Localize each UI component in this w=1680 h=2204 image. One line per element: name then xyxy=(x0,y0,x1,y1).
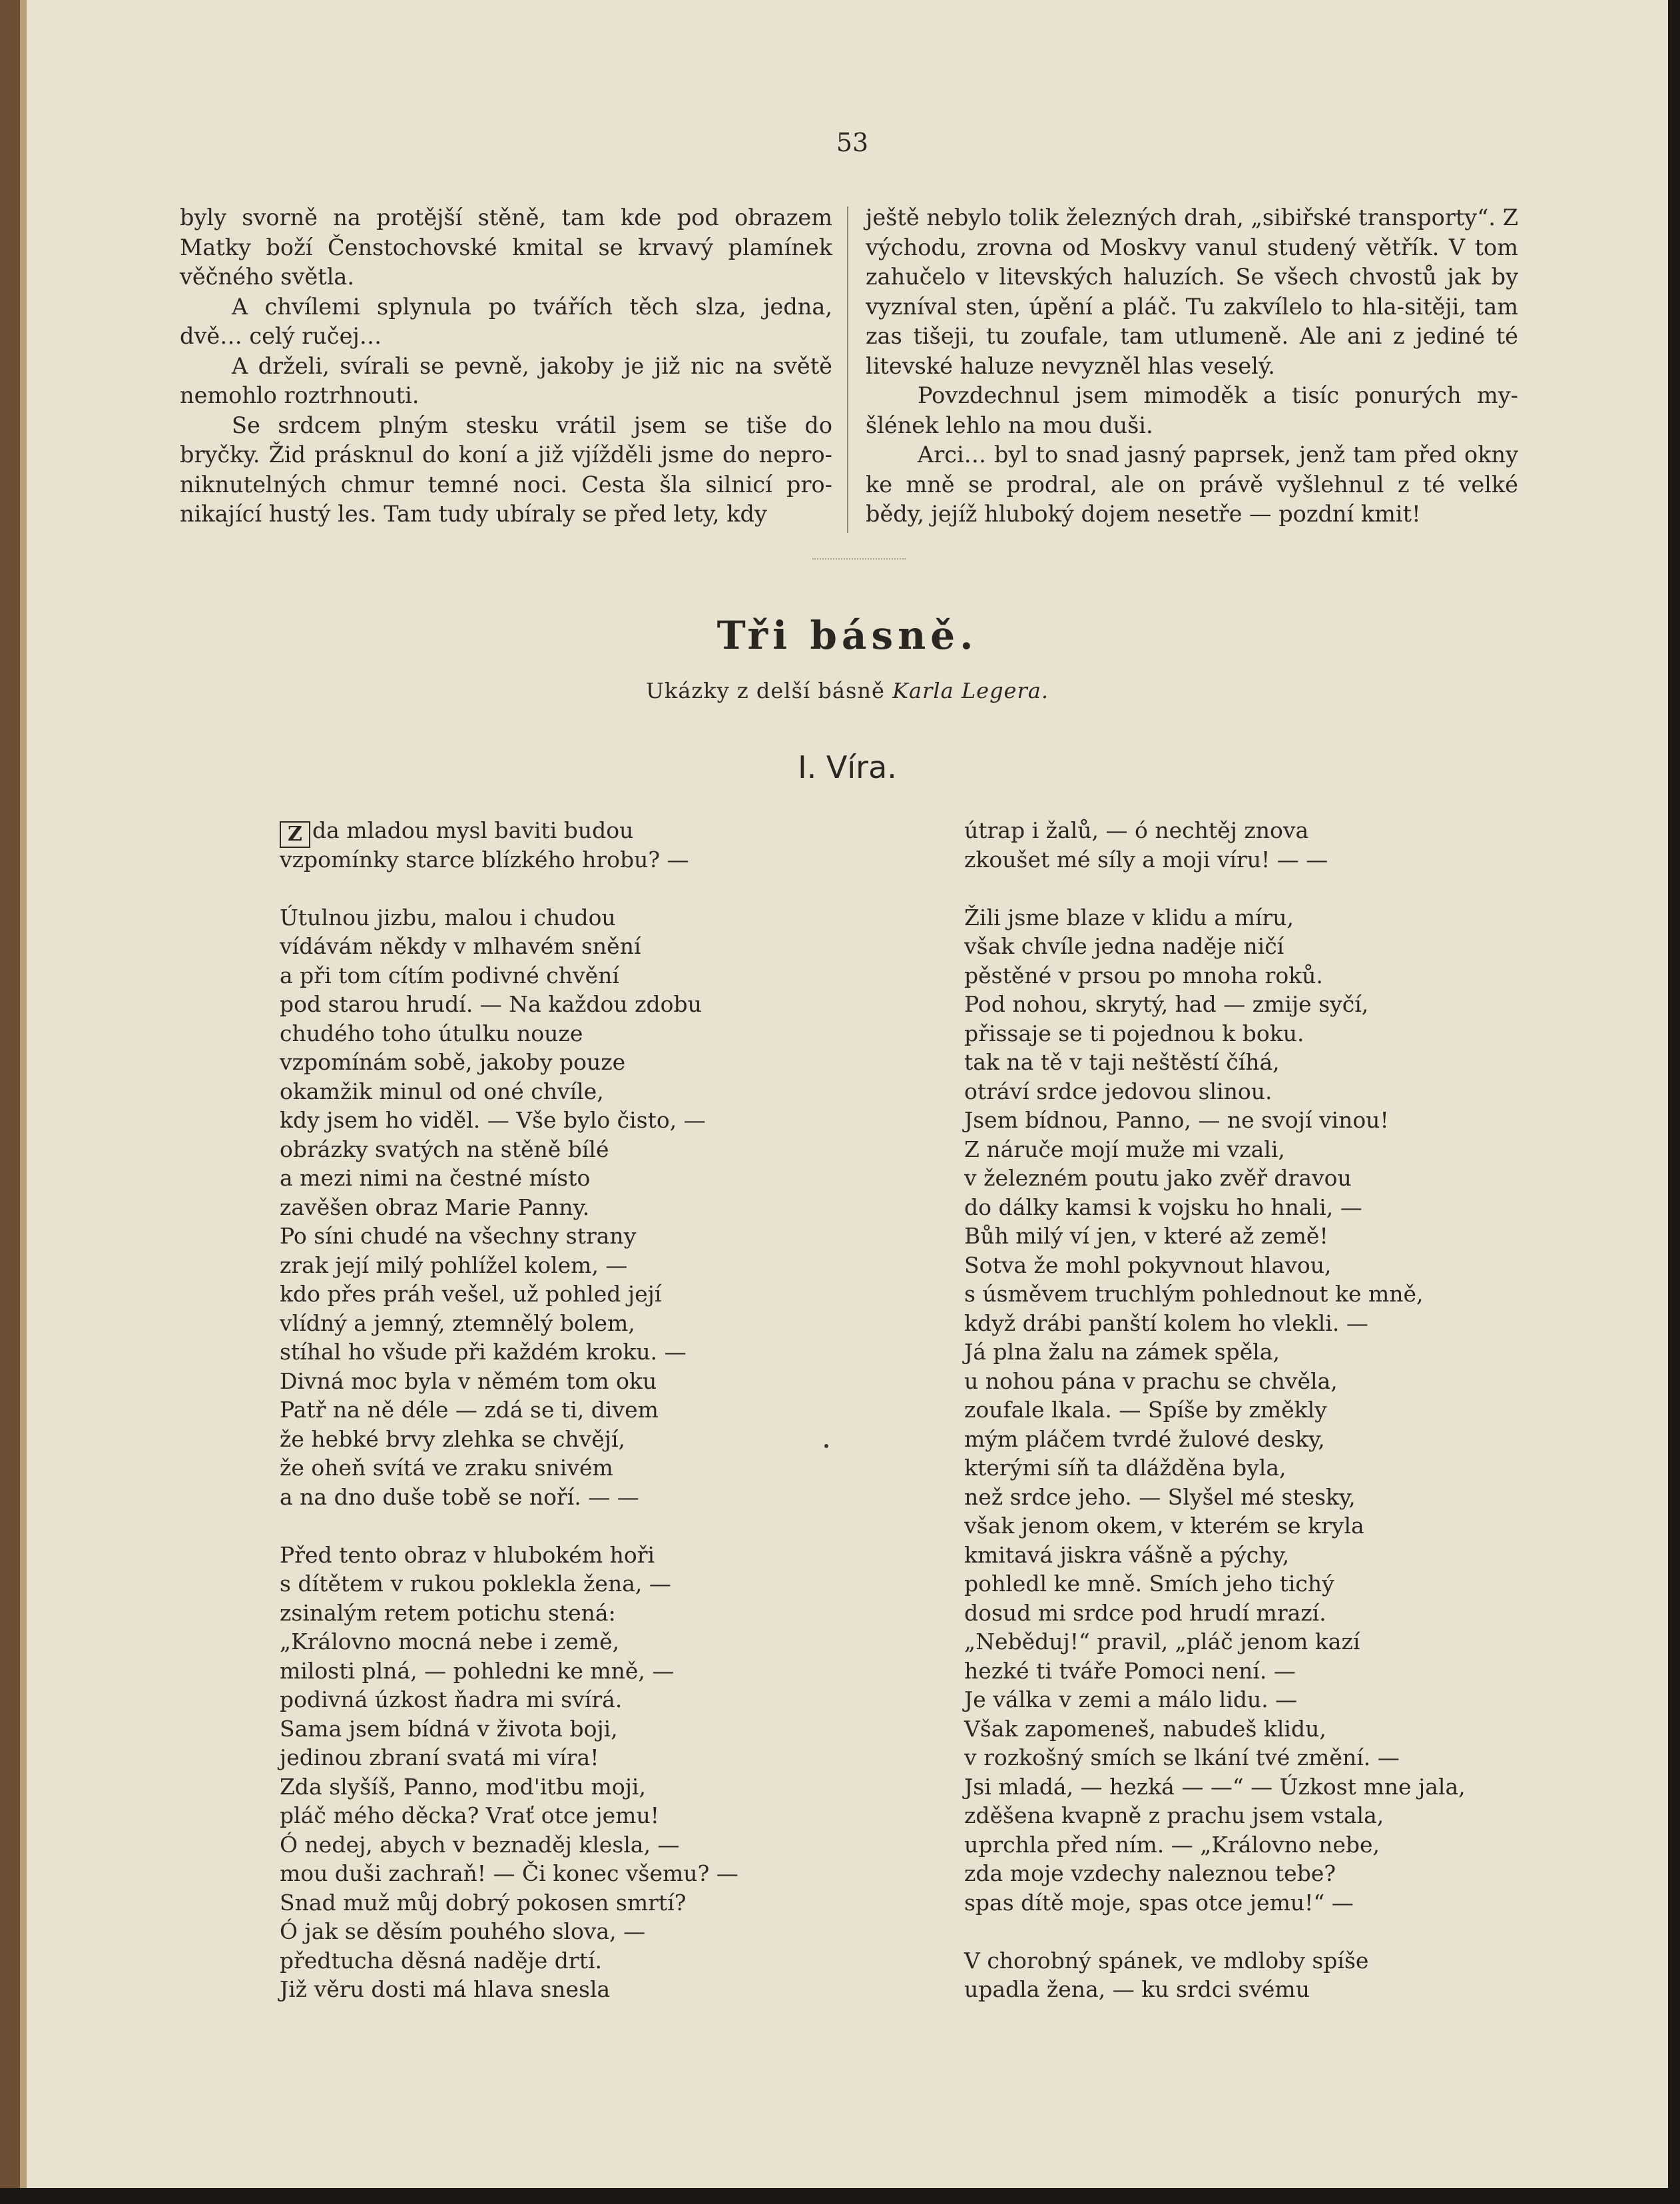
column-divider xyxy=(847,206,848,533)
verse-text: a mezi nimi na čestné místo xyxy=(280,1165,591,1191)
stanza-break xyxy=(280,1511,879,1541)
verse-text: da mladou mysl baviti budou xyxy=(312,817,634,843)
verse-line xyxy=(280,1569,879,1599)
verse-text: stíhal ho všude při každém kroku. — xyxy=(280,1339,687,1365)
verse-text: uprchla před ním. — „Královno nebe, xyxy=(964,1831,1380,1858)
verse-text: obrázky svatých na stěně bílé xyxy=(280,1136,609,1162)
verse-line xyxy=(964,845,1563,875)
verse-line xyxy=(280,1280,879,1309)
verse-line xyxy=(280,1193,879,1222)
verse-line xyxy=(280,1975,879,2004)
verse-line xyxy=(964,1222,1563,1251)
verse-line xyxy=(280,1135,879,1164)
verse-text: že oheň svítá ve zraku snivém xyxy=(280,1455,613,1481)
verse-text: kdo přes práh vešel, už pohled její xyxy=(280,1281,662,1307)
verse-line xyxy=(280,1627,879,1656)
verse-text: milosti plná, — pohledni ke mně, — xyxy=(280,1657,675,1684)
verse-text: V chorobný spánek, ve mdloby spíše xyxy=(964,1947,1369,1974)
verse-text: zoufale lkala. — Spíše by změkly xyxy=(964,1397,1327,1423)
verse-text: jedinou zbraní svatá mi víra! xyxy=(280,1744,599,1770)
verse-line xyxy=(280,1888,879,1918)
verse-line xyxy=(964,903,1563,932)
verse-text: Již věru dosti má hlava snesla xyxy=(280,1976,611,2002)
verse-line xyxy=(964,816,1563,845)
verse-text: Ó jak se děsím pouhého slova, — xyxy=(280,1918,646,1944)
verse-line xyxy=(964,1743,1563,1772)
verse-line xyxy=(964,1627,1563,1656)
prose-paragraph: byly svorně na protější stěně, tam kde pod obrazem Matky boží Čenstochovské kmital se krvavý plamínek věčného světla. xyxy=(180,204,832,290)
verse-line xyxy=(964,1714,1563,1744)
verse-line xyxy=(280,845,879,875)
verse-text: spas dítě moje, spas otce jemu!“ — xyxy=(964,1889,1354,1916)
poem-title: Tři básně. xyxy=(716,613,978,658)
binding-edge xyxy=(0,0,20,2204)
verse-line xyxy=(280,990,879,1019)
verse-text: Divná moc byla v němém tom oku xyxy=(280,1367,657,1394)
verse-line xyxy=(964,1164,1563,1193)
verse-column-left xyxy=(280,816,879,2004)
verse-text: zrak její milý pohlížel kolem, — xyxy=(280,1252,628,1278)
verse-line xyxy=(964,1280,1563,1309)
scan-border-bottom xyxy=(0,2188,1680,2204)
verse-line xyxy=(280,1106,879,1135)
verse-line xyxy=(964,1367,1563,1396)
verse-line xyxy=(280,1743,879,1772)
verse-text: s úsměvem truchlým pohlednout ke mně, xyxy=(964,1281,1424,1307)
verse-text: Snad muž můj dobrý pokosen smrtí? xyxy=(280,1889,687,1916)
verse-line xyxy=(964,1483,1563,1512)
verse-text: u nohou pána v prachu se chvěla, xyxy=(964,1367,1338,1394)
verse-text: pěstěné v prsou po mnoha roků. xyxy=(964,962,1323,988)
verse-line xyxy=(280,1077,879,1106)
verse-line xyxy=(964,1048,1563,1077)
verse-text: že hebké brvy zlehka se chvějí, xyxy=(280,1425,626,1452)
verse-line xyxy=(280,1019,879,1048)
verse-text: kdy jsem ho viděl. — Vše bylo čisto, — xyxy=(280,1107,706,1133)
verse-line xyxy=(964,1019,1563,1048)
prose-paragraph: A chvílemi splynula po tvářích těch slza, jedna, dvě… celý ručej… xyxy=(180,293,832,349)
verse-text: chudého toho útulku nouze xyxy=(280,1020,583,1046)
verse-text: Sotva že mohl pokyvnout hlavou, xyxy=(964,1252,1332,1278)
verse-text: zkoušet mé síly a moji víru! — — xyxy=(964,846,1328,873)
verse-text: dosud mi srdce pod hrudí mrazí. xyxy=(964,1599,1326,1626)
book-page xyxy=(27,0,1668,2188)
prose-column-left xyxy=(180,203,832,530)
verse-text: vídávám někdy v mlhavém snění xyxy=(280,933,641,959)
verse-line xyxy=(964,1975,1563,2004)
verse-line xyxy=(280,903,879,932)
verse-text: pohledl ke mně. Smích jeho tichý xyxy=(964,1571,1334,1597)
verse-text: vzpomínky starce blízkého hrobu? — xyxy=(280,846,689,873)
verse-line xyxy=(964,1251,1563,1280)
verse-text: Zda slyšíš, Panno, mod'itbu moji, xyxy=(280,1773,646,1800)
verse-line xyxy=(964,932,1563,961)
verse-line xyxy=(964,1077,1563,1106)
verse-text: Já plna žalu na zámek spěla, xyxy=(964,1339,1280,1365)
verse-line xyxy=(964,1511,1563,1541)
verse-line xyxy=(964,961,1563,990)
verse-text: a na dno duše tobě se noří. — — xyxy=(280,1483,639,1510)
verse-line xyxy=(280,1164,879,1193)
prose-paragraph: ještě nebylo tolik železných drah, „sibiřské transporty“. Z východu, zrovna od Moskvy vanul studený větřík. V tom zahučelo v litevských haluzích. Se všech chvostů jak by vyzníval sten, úpění a pláč. Tu zakvílelo to hla-sitěji, tam zas tišeji, tu zoufale, tam utlumeně. Ale ani z jediné té litevské haluze nevyzněl hlas veselý. xyxy=(866,204,1518,379)
verse-line xyxy=(964,1772,1563,1802)
prose-paragraph: Povzdechnul jsem mimoděk a tisíc ponurých my-šlének lehlo na mou duši. xyxy=(866,382,1518,438)
page-number: 53 xyxy=(836,128,869,157)
stanza-break xyxy=(964,1917,1563,1946)
verse-line xyxy=(964,1946,1563,1976)
verse-line xyxy=(280,1599,879,1628)
verse-line xyxy=(964,1656,1563,1686)
scan-border-right xyxy=(1668,0,1680,2204)
verse-line xyxy=(280,1048,879,1077)
verse-text: zsinalým retem potichu stená: xyxy=(280,1599,616,1626)
binding-edge-inner xyxy=(20,0,27,2204)
verse-line xyxy=(964,1541,1563,1570)
verse-line xyxy=(280,1337,879,1367)
verse-line xyxy=(280,1772,879,1802)
verse-text: však jenom okem, v kterém se kryla xyxy=(964,1513,1364,1539)
verse-text: kterými síň ta dlážděna byla, xyxy=(964,1455,1286,1481)
verse-line xyxy=(280,1453,879,1483)
verse-text: tak na tě v taji neštěstí číhá, xyxy=(964,1049,1280,1075)
verse-line xyxy=(964,1106,1563,1135)
verse-line xyxy=(280,1859,879,1888)
verse-line xyxy=(280,1714,879,1744)
verse-text: zděšena kvapně z prachu jsem vstala, xyxy=(964,1802,1384,1828)
verse-column-right xyxy=(964,816,1563,2004)
verse-text: otráví srdce jedovou slinou. xyxy=(964,1078,1272,1104)
verse-text: „Královno mocná nebe i země, xyxy=(280,1629,620,1654)
verse-text: hezké ti tváře Pomoci není. — xyxy=(964,1657,1296,1684)
verse-line xyxy=(964,990,1563,1019)
verse-line xyxy=(964,1569,1563,1599)
verse-line xyxy=(964,1453,1563,1483)
verse-line xyxy=(280,1917,879,1946)
verse-line xyxy=(964,1685,1563,1714)
verse-text: vzpomínám sobě, jakoby pouze xyxy=(280,1049,626,1075)
verse-text: Jsi mladá, — hezká — —“ — Úzkost mne jala, xyxy=(964,1773,1466,1800)
verse-line xyxy=(280,1395,879,1425)
print-speck xyxy=(824,1444,828,1448)
verse-line xyxy=(280,1541,879,1570)
verse-line xyxy=(280,1685,879,1714)
verse-text: „Neběduj!“ pravil, „pláč jenom kazí xyxy=(964,1629,1360,1654)
verse-line xyxy=(280,816,879,845)
prose-paragraph: Arci… byl to snad jasný paprsek, jenž tam před okny ke mně se prodral, ale on právě vyšlehnul z té velké bědy, jejíž hluboký dojem nesetře — pozdní kmit! xyxy=(866,442,1518,527)
stanza-break xyxy=(964,874,1563,903)
verse-text: Patř na ně déle — zdá se ti, divem xyxy=(280,1397,659,1423)
verse-text: Před tento obraz v hlubokém hoři xyxy=(280,1541,655,1568)
section-heading: I. Víra. xyxy=(798,749,897,785)
verse-text: Ó nedej, abych v beznaděj klesla, — xyxy=(280,1831,680,1858)
verse-text: zda moje vzdechy naleznou tebe? xyxy=(964,1860,1336,1886)
verse-line xyxy=(964,1888,1563,1918)
verse-text: mou duši zachraň! — Či konec všemu? — xyxy=(280,1860,738,1886)
verse-text: Žili jsme blaze v klidu a míru, xyxy=(964,904,1294,930)
verse-text: Však zapomeneš, nabudeš klidu, xyxy=(964,1715,1326,1742)
verse-line xyxy=(280,1656,879,1686)
verse-text: zavěšen obraz Marie Panny. xyxy=(280,1194,590,1220)
verse-text: s dítětem v rukou poklekla žena, — xyxy=(280,1571,671,1597)
subtitle-text: Ukázky z delší básně xyxy=(645,678,885,703)
section-ornament xyxy=(812,558,906,559)
verse-text: Sama jsem bídná v života boji, xyxy=(280,1715,618,1742)
verse-line xyxy=(964,1830,1563,1860)
prose-column-right xyxy=(866,203,1518,530)
verse-line xyxy=(280,1309,879,1338)
verse-line xyxy=(280,1483,879,1512)
verse-text: podivná úzkost ňadra mi svírá. xyxy=(280,1686,623,1712)
verse-line xyxy=(280,1425,879,1454)
verse-text: a při tom cítím podivné chvění xyxy=(280,962,619,988)
verse-line xyxy=(964,1599,1563,1628)
verse-text: Jsem bídnou, Panno, — ne svojí vinou! xyxy=(964,1107,1389,1133)
verse-text: přissaje se ti pojednou k boku. xyxy=(964,1020,1304,1046)
verse-text: Z náruče mojí muže mi vzali, xyxy=(964,1136,1285,1162)
verse-line xyxy=(964,1395,1563,1425)
verse-text: do dálky kamsi k vojsku ho hnali, — xyxy=(964,1194,1362,1220)
verse-line xyxy=(280,1367,879,1396)
verse-text: předtucha děsná naděje drtí. xyxy=(280,1947,603,1974)
verse-line xyxy=(280,1222,879,1251)
verse-text: než srdce jeho. — Slyšel mé stesky, xyxy=(964,1483,1356,1510)
drop-initial: Z xyxy=(280,821,310,848)
verse-line xyxy=(964,1135,1563,1164)
verse-line xyxy=(280,1251,879,1280)
verse-text: pláč mého děcka? Vrať otce jemu! xyxy=(280,1802,659,1828)
verse-line xyxy=(280,1801,879,1830)
verse-line xyxy=(964,1801,1563,1830)
verse-text: Útulnou jizbu, malou i chudou xyxy=(280,904,616,930)
verse-text: však chvíle jedna naděje ničí xyxy=(964,933,1284,959)
stanza-break xyxy=(280,874,879,903)
verse-line xyxy=(964,1859,1563,1888)
verse-text: kmitavá jiskra vášně a pýchy, xyxy=(964,1541,1290,1568)
verse-line xyxy=(964,1309,1563,1338)
verse-line xyxy=(280,1946,879,1976)
poem-subtitle xyxy=(27,678,1668,703)
verse-line xyxy=(280,961,879,990)
verse-line xyxy=(280,1830,879,1860)
prose-paragraph: Se srdcem plným stesku vrátil jsem se tiše do bryčky. Žid prásknul do koní a již vjížděli jsme do nepro-niknutelných chmur temné noci. Cesta šla silnicí pro-nikající hustý les. Tam tudy ubíraly se před lety, kdy xyxy=(180,412,832,527)
verse-line xyxy=(280,932,879,961)
verse-text: v rozkošný smích se lkání tvé změní. — xyxy=(964,1744,1400,1770)
verse-text: mým pláčem tvrdé žulové desky, xyxy=(964,1425,1325,1452)
verse-text: Po síni chudé na všechny strany xyxy=(280,1223,637,1249)
verse-text: útrap i žalů, — ó nechtěj znova xyxy=(964,817,1309,843)
verse-text: Je válka v zemi a málo lidu. — xyxy=(964,1686,1298,1712)
verse-text: upadla žena, — ku srdci svému xyxy=(964,1976,1310,2002)
verse-line xyxy=(964,1425,1563,1454)
verse-text: pod starou hrudí. — Na každou zdobu xyxy=(280,991,702,1017)
prose-paragraph: A drželi, svírali se pevně, jakoby je již nic na světě nemohlo roztrhnouti. xyxy=(180,352,832,408)
verse-text: když drábi panští kolem ho vlekli. — xyxy=(964,1309,1368,1336)
verse-line xyxy=(964,1337,1563,1367)
subtitle-author: Karla Legera. xyxy=(892,678,1049,703)
verse-line xyxy=(964,1193,1563,1222)
verse-text: v železném poutu jako zvěř dravou xyxy=(964,1165,1352,1191)
verse-text: okamžik minul od oné chvíle, xyxy=(280,1078,604,1104)
verse-text: Pod nohou, skrytý, had — zmije syčí, xyxy=(964,991,1369,1017)
verse-text: vlídný a jemný, ztemnělý bolem, xyxy=(280,1309,635,1336)
verse-text: Bůh milý ví jen, v které až země! xyxy=(964,1223,1328,1249)
